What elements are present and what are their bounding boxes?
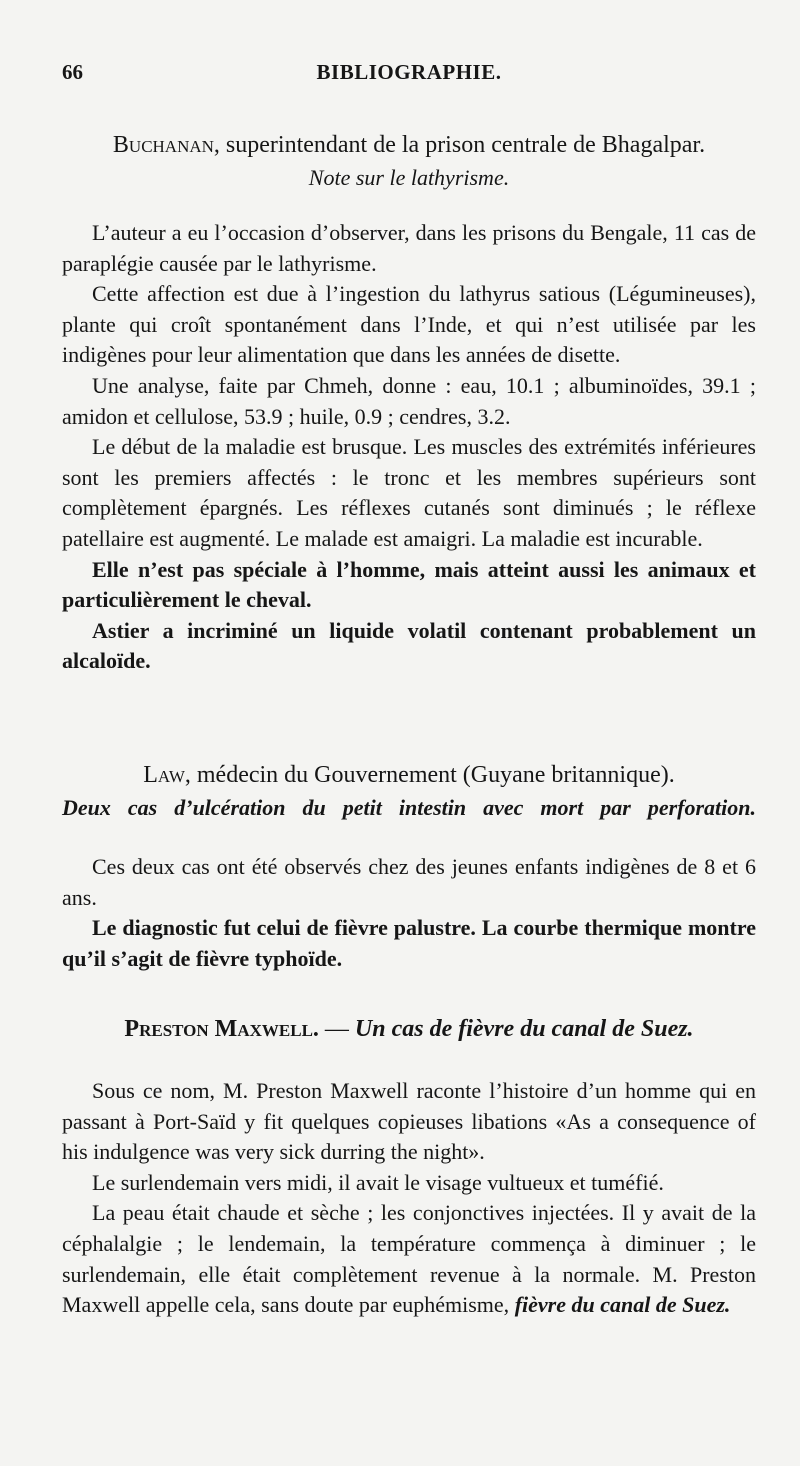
paragraph: Cette affection est due à l’ingestion du lathyrus satious (Légumineuses), plante qui croît spontanément dans l’Inde, et qui n’est utilisée par les indigènes pour leur alimentation que dans les années de disette. bbox=[62, 281, 756, 368]
paragraph: Une analyse, faite par Chmeh, donne : eau, 10.1 ; albuminoïdes, 39.1 ; amidon et cellulose, 53.9 ; huile, 0.9 ; cendres, 3.2. bbox=[62, 372, 756, 429]
bibliography-entry-law bbox=[62, 758, 756, 974]
paragraph-text: La peau était chaude et sèche ; les conjonctives injectées. Il y avait de la céphalalgie ; le lendemain, la température commença à diminuer ; le surlendemain, elle était complètement revenue à la normale. M. Preston Maxwell appelle cela, sans doute par euphémisme, bbox=[62, 1200, 756, 1318]
entry-heading bbox=[62, 758, 756, 792]
entry-body bbox=[62, 218, 756, 677]
paragraph: L’auteur a eu l’occasion d’observer, dans les prisons du Bengale, 11 cas de paraplégie causée par le lathyrisme. bbox=[62, 220, 756, 276]
entry-author: Buchanan bbox=[112, 132, 214, 158]
entry-affiliation: , superintendant de la prison centrale de Bhagalpar. bbox=[213, 132, 706, 158]
running-title: BIBLIOGRAPHIE. bbox=[316, 60, 502, 84]
entry-title: Deux cas d’ulcération du petit intestin avec mort par perforation. bbox=[62, 795, 756, 820]
entry-body bbox=[62, 852, 756, 974]
entry-dash: — bbox=[318, 1016, 355, 1042]
paragraph: Le diagnostic fut celui de fièvre palustre. La courbe thermique montre qu’il s’agit de fièvre typhoïde. bbox=[62, 915, 756, 971]
closing-italic: fièvre du canal de Suez. bbox=[509, 1292, 731, 1318]
paragraph: Elle n’est pas spéciale à l’homme, mais atteint aussi les animaux et particulièrement le cheval. bbox=[62, 556, 756, 613]
entry-affiliation: , médecin du Gouvernement (Guyane britannique). bbox=[184, 762, 675, 788]
entry-author: Law bbox=[143, 762, 185, 788]
paragraph bbox=[62, 1198, 756, 1320]
running-header bbox=[62, 60, 756, 90]
bibliography-entry-preston-maxwell bbox=[62, 1012, 756, 1321]
entry-title: Un cas de fièvre du canal de Suez. bbox=[354, 1016, 694, 1042]
entry-author: Preston Maxwell. bbox=[124, 1016, 319, 1042]
bibliography-entry-buchanan bbox=[62, 128, 756, 677]
entry-body bbox=[62, 1076, 756, 1321]
paragraph: Astier a incriminé un liquide volatil contenant probablement un alcaloïde. bbox=[62, 617, 756, 674]
paragraph: Le début de la maladie est brusque. Les muscles des extrémités inférieures sont les premiers affectés : le tronc et les membres supérieurs sont complètement épargnés. Les réflexes cutanés sont diminués ; le réflexe patellaire est augmenté. Le malade est amaigri. La maladie est incurable. bbox=[62, 434, 756, 551]
page-number: 66 bbox=[62, 60, 83, 84]
paragraph: Ces deux cas ont été observés chez des jeunes enfants indigènes de 8 et 6 ans. bbox=[62, 854, 756, 910]
entry-heading bbox=[62, 128, 756, 162]
paragraph: Sous ce nom, M. Preston Maxwell raconte l’histoire d’un homme qui en passant à Port-Saïd y fit quelques copieuses libations «As a consequence of his indulgence was very sick durring the night». bbox=[62, 1078, 756, 1165]
paragraph: Le surlendemain vers midi, il avait le visage vultueux et tuméfié. bbox=[92, 1169, 664, 1195]
entry-title: Note sur le lathyrisme. bbox=[308, 165, 510, 190]
entry-heading bbox=[62, 1012, 756, 1046]
